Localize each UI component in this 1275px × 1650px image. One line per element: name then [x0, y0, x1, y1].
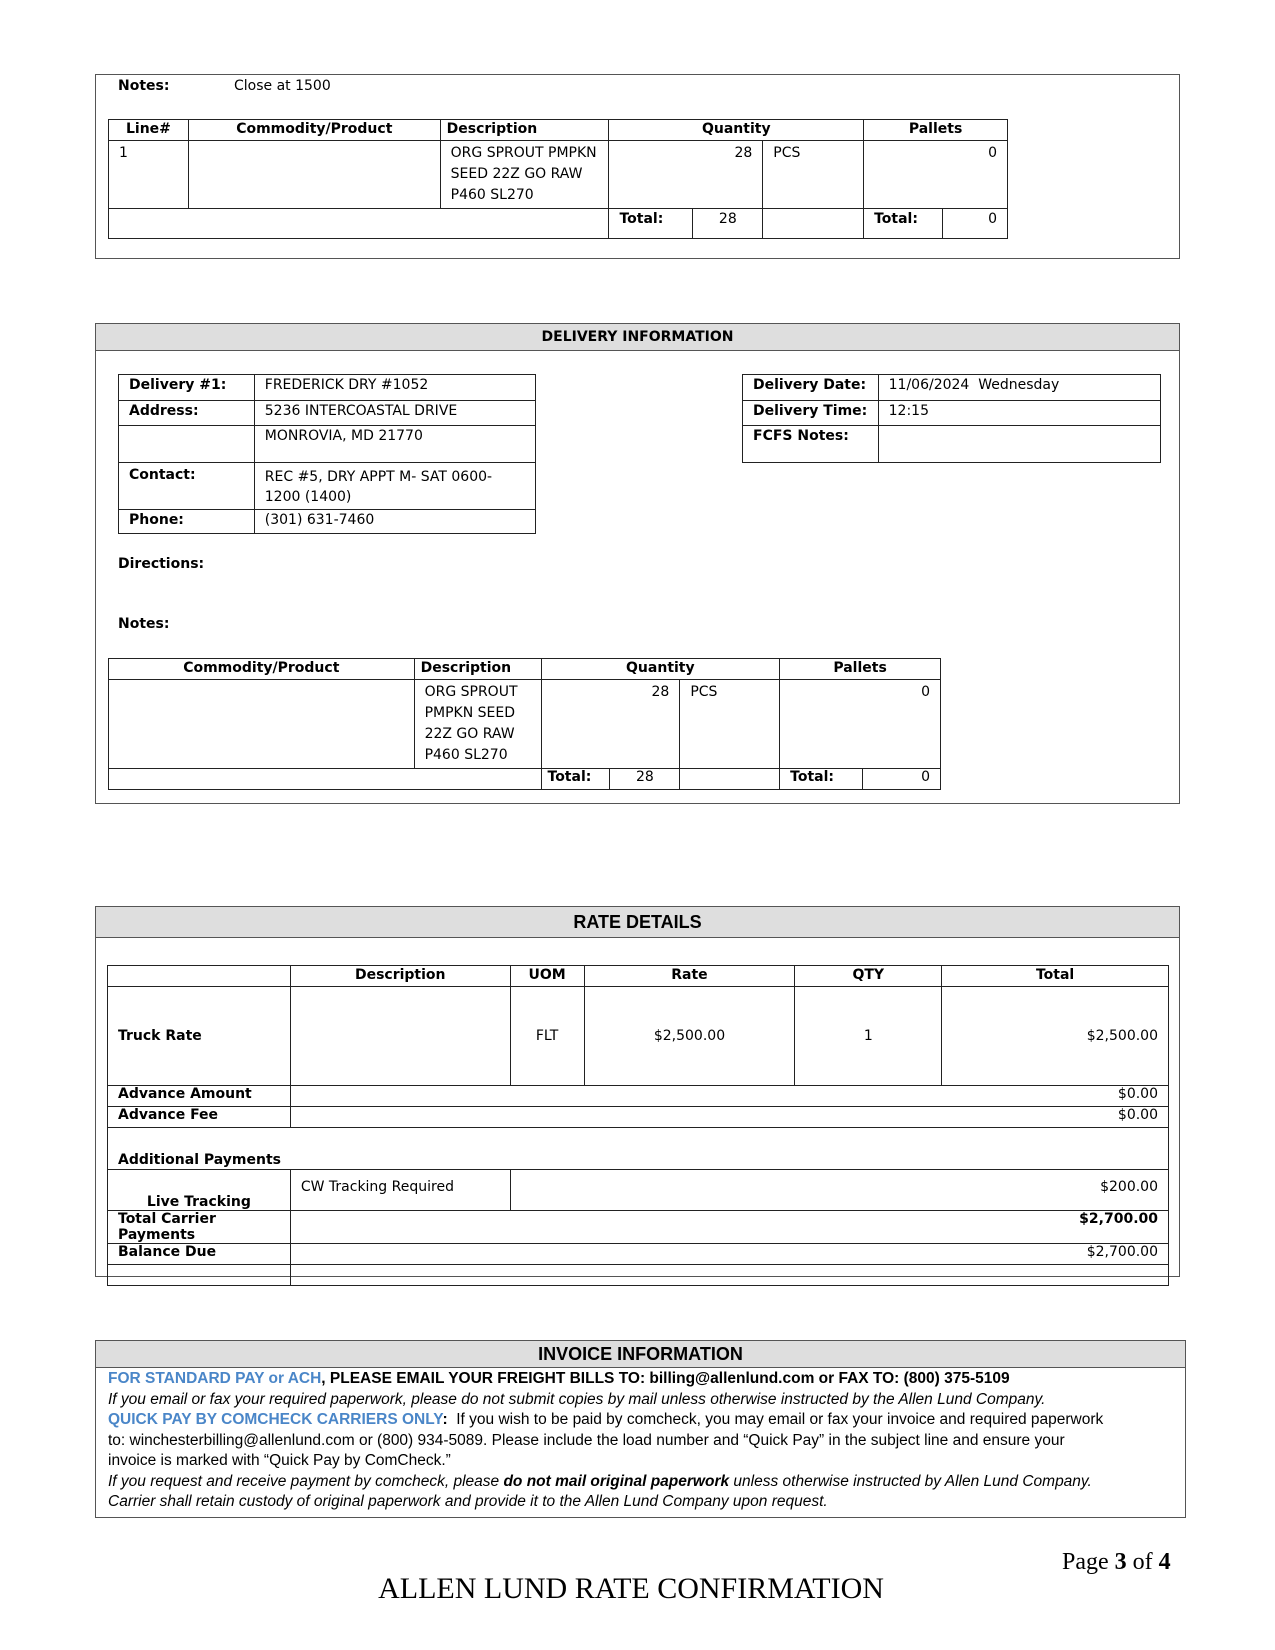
rate-header: RATE DETAILS	[96, 907, 1179, 938]
col-description: Description	[290, 966, 510, 987]
col-line: Line#	[109, 120, 189, 141]
contact-value: REC #5, DRY APPT M- SAT 0600-1200 (1400)	[254, 463, 535, 510]
col-commodity: Commodity/Product	[109, 659, 415, 680]
totals-row	[109, 769, 941, 790]
balance-due-label: Balance Due	[108, 1244, 291, 1265]
delivery-header: DELIVERY INFORMATION	[96, 324, 1179, 351]
advance-fee-value: $0.00	[290, 1107, 1168, 1128]
col-quantity: Quantity	[541, 659, 780, 680]
description-line: 22Z GO RAW	[424, 726, 515, 742]
standard-pay-instructions: , PLEASE EMAIL YOUR FREIGHT BILLS TO: billing@allenlund.com or FAX TO: (800) 375-5109	[321, 1370, 1010, 1387]
col-description: Description	[414, 659, 541, 680]
uom-cell: PCS	[680, 680, 780, 769]
col-quantity: Quantity	[609, 120, 864, 141]
balance-due-value: $2,700.00	[290, 1244, 1168, 1265]
qty-cell: 28	[541, 680, 680, 769]
pickup-notes-value: Close at 1500	[234, 78, 331, 94]
document-title: ALLEN LUND RATE CONFIRMATION	[378, 1572, 884, 1605]
pallets-total-label: Total:	[780, 769, 863, 790]
pallets-cell: 0	[864, 141, 1008, 209]
advance-amount-label: Advance Amount	[108, 1086, 291, 1107]
delivery-date-value: 11/06/2024 Wednesday	[878, 375, 1160, 401]
pickup-commodity-table	[108, 119, 1008, 239]
truck-rate-total: $2,500.00	[942, 987, 1169, 1086]
description-line: ORG SPROUT PMPKN	[450, 145, 597, 161]
directions-label: Directions:	[118, 556, 205, 572]
qty-total-value: 28	[610, 769, 680, 790]
qty-cell: 28	[609, 141, 763, 209]
phone-label: Phone:	[119, 510, 255, 534]
description-line: SEED 22Z GO RAW	[450, 166, 583, 182]
pickup-section	[95, 74, 1180, 259]
delivery-date-label: Delivery Date:	[743, 375, 879, 401]
total-carrier-payments-label: Total Carrier Payments	[108, 1211, 291, 1244]
fcfs-notes-value	[878, 426, 1160, 463]
invoice-text	[108, 1369, 1179, 1513]
quick-pay-line: QUICK PAY BY COMCHECK CARRIERS ONLY: If you wish to be paid by comcheck, you may email or fax your invoice and required paperwork	[108, 1411, 1104, 1428]
description-line: P460 SL270	[424, 747, 508, 763]
comcheck-note: If you request and receive payment by comcheck, please do not mail original paperwork unless otherwise instructed by Allen Lund Company.	[108, 1472, 1092, 1490]
truck-rate-row	[108, 987, 1169, 1086]
pallets-total-label: Total:	[864, 209, 943, 239]
commodity-cell	[188, 141, 440, 209]
col-commodity: Commodity/Product	[188, 120, 440, 141]
description-cell	[414, 680, 541, 769]
truck-rate-label: Truck Rate	[108, 987, 291, 1086]
total-carrier-payments-value: $2,700.00	[290, 1211, 1168, 1244]
description-cell	[440, 141, 609, 209]
line-number: 1	[109, 141, 189, 209]
quick-pay-label: QUICK PAY BY COMCHECK CARRIERS ONLY	[108, 1411, 443, 1428]
delivery-section	[95, 323, 1180, 804]
delivery-address-table	[118, 374, 536, 534]
pallets-total-value: 0	[863, 769, 941, 790]
col-pallets: Pallets	[864, 120, 1008, 141]
delivery-number-label: Delivery #1:	[119, 375, 255, 401]
pallets-total-value: 0	[943, 209, 1008, 239]
email-fax-note: If you email or fax your required paperwork, please do not submit copies by mail unless otherwise instructed by the Allen Lund Company.	[108, 1390, 1046, 1408]
col-description: Description	[440, 120, 609, 141]
advance-amount-value: $0.00	[290, 1086, 1168, 1107]
invoice-section	[95, 1340, 1186, 1518]
truck-rate-description	[290, 987, 510, 1086]
additional-payments-label: Additional Payments	[108, 1128, 1169, 1170]
col-pallets: Pallets	[780, 659, 941, 680]
description-line: P460 SL270	[450, 187, 534, 203]
fcfs-notes-label: FCFS Notes:	[743, 426, 879, 463]
address-line1: 5236 INTERCOASTAL DRIVE	[254, 401, 535, 426]
page-number: Page 3 of 4	[1062, 1549, 1171, 1575]
standard-pay-label: FOR STANDARD PAY or ACH	[108, 1370, 322, 1387]
qty-total-label: Total:	[541, 769, 610, 790]
address-line2: MONROVIA, MD 21770	[254, 426, 535, 463]
address-label: Address:	[119, 401, 255, 426]
totals-row	[109, 209, 1008, 239]
truck-rate-uom: FLT	[510, 987, 584, 1086]
description-line: ORG SPROUT	[424, 684, 518, 700]
rate-section	[95, 906, 1180, 1277]
delivery-notes-label: Notes:	[118, 616, 170, 632]
live-tracking-value: $200.00	[510, 1170, 1168, 1211]
delivery-time-value: 12:15	[878, 401, 1160, 426]
quick-pay-mark: invoice is marked with “Quick Pay by ComCheck.”	[108, 1452, 451, 1469]
table-row	[109, 680, 941, 769]
standard-pay-line	[108, 1369, 1179, 1390]
delivery-commodity-table	[108, 658, 941, 790]
delivery-number-value: FREDERICK DRY #1052	[254, 375, 535, 401]
phone-value: (301) 631-7460	[254, 510, 535, 534]
qty-total-label: Total:	[609, 209, 693, 239]
advance-fee-label: Advance Fee	[108, 1107, 291, 1128]
col-total: Total	[942, 966, 1169, 987]
live-tracking-label: Live Tracking	[108, 1170, 291, 1211]
delivery-time-label: Delivery Time:	[743, 401, 879, 426]
pallets-cell: 0	[780, 680, 941, 769]
invoice-header: INVOICE INFORMATION	[96, 1341, 1185, 1368]
live-tracking-row	[108, 1170, 1169, 1211]
do-not-mail-emphasis: do not mail original paperwork	[503, 1472, 730, 1490]
uom-cell: PCS	[763, 141, 864, 209]
truck-rate-rate: $2,500.00	[584, 987, 795, 1086]
col-rate: Rate	[584, 966, 795, 987]
pickup-notes-label: Notes:	[118, 78, 170, 94]
quick-pay-contact: to: winchesterbilling@allenlund.com or (800) 934-5089. Please include the load number and “Quick Pay” in the subject line and ensure your	[108, 1431, 1065, 1449]
description-line: PMPKN SEED	[424, 705, 516, 721]
commodity-cell	[109, 680, 415, 769]
qty-total-value: 28	[693, 209, 763, 239]
col-uom: UOM	[510, 966, 584, 987]
truck-rate-qty: 1	[795, 987, 942, 1086]
contact-label: Contact:	[119, 463, 255, 510]
custody-note: Carrier shall retain custody of original paperwork and provide it to the Allen Lund Company upon request.	[108, 1493, 828, 1510]
rate-table	[107, 965, 1169, 1286]
quick-pay-instructions: If you wish to be paid by comcheck, you may email or fax your invoice and required paperwork	[447, 1411, 1104, 1428]
table-row	[109, 141, 1008, 209]
live-tracking-description: CW Tracking Required	[290, 1170, 510, 1211]
delivery-date-table	[742, 374, 1161, 463]
col-qty: QTY	[795, 966, 942, 987]
